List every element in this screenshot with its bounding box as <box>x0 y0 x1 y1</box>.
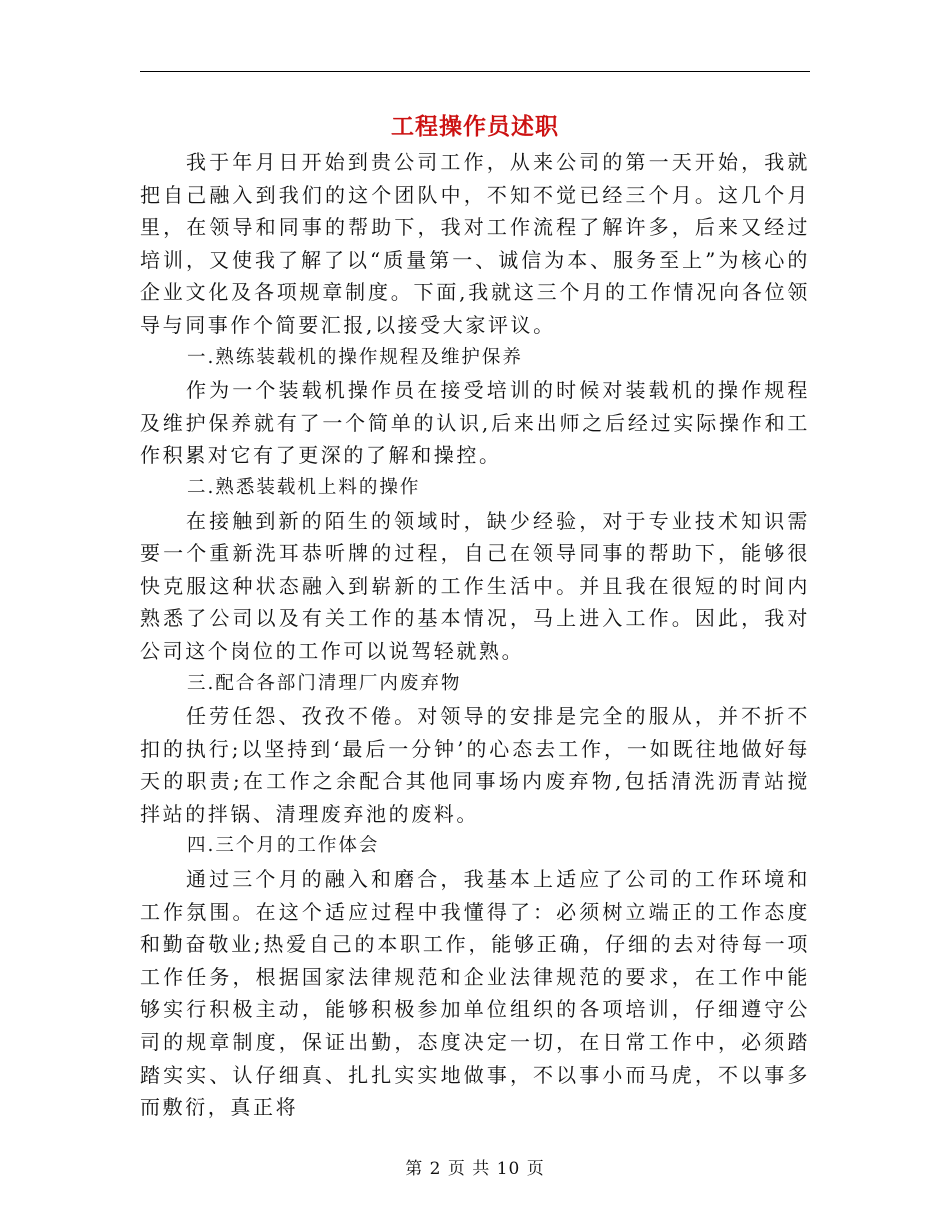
section-heading-3: 三.配合各部门清理厂内废弃物 <box>187 672 462 694</box>
paragraph-intro: 我于年月日开始到贵公司工作，从来公司的第一天开始，我就把自己融入到我们的这个团队中，不知不觉已经三个月。这几个月里，在领导和同事的帮助下，我对工作流程了解许多，后来又经过培训，又使我了解了以“质量第一、诚信为本、服务至上”为核心的企业文化及各项规章制度。下面,我就这三个月的工作情况向各位领导与同事作个简要汇报,以接受大家评议。 <box>140 150 810 337</box>
section-heading-4: 四.三个月的工作体会 <box>187 835 380 857</box>
paragraph-section-4: 通过三个月的融入和磨合，我基本上适应了公司的工作环境和工作氛围。在这个适应过程中我懂得了：必须树立端正的工作态度和勤奋敬业;热爱自己的本职工作，能够正确，仔细的去对待每一项工作任务，根据国家法律规范和企业法律规范的要求，在工作中能够实行积极主动，能够积极参加单位组织的各项培训，仔细遵守公司的规章制度，保证出勤，态度决定一切，在日常工作中，必须踏踏实实、认仔细真、扎扎实实地做事，不以事小而马虎，不以事多而敷衍，真正将 <box>140 867 810 1120</box>
paragraph-section-3: 任劳任怨、孜孜不倦。对领导的安排是完全的服从，并不折不扣的执行;以坚持到‘最后一分钟’的心态去工作，一如既往地做好每天的职责;在工作之余配合其他同事场内废弃物,包括清洗沥青站搅拌站的拌锅、清理废弃池的废料。 <box>140 704 810 826</box>
section-heading-2: 二.熟悉装载机上料的操作 <box>187 476 421 498</box>
section-heading-1: 一.熟练装载机的操作规程及维护保养 <box>187 346 523 368</box>
header-rule <box>140 71 810 72</box>
page-number-footer: 第 2 页 共 10 页 <box>405 1159 545 1179</box>
document-title: 工程操作员述职 <box>391 113 559 140</box>
paragraph-section-1: 作为一个装载机操作员在接受培训的时候对装载机的操作规程及维护保养就有了一个简单的认识,后来出师之后经过实际操作和工作积累对它有了更深的了解和操控。 <box>140 378 810 468</box>
document-body <box>140 146 810 1124</box>
paragraph-section-2: 在接触到新的陌生的领域时，缺少经验，对于专业技术知识需要一个重新洗耳恭听牌的过程，自己在领导同事的帮助下，能够很快克服这种状态融入到崭新的工作生活中。并且我在很短的时间内熟悉了公司以及有关工作的基本情况，马上进入工作。因此，我对公司这个岗位的工作可以说驾轻就熟。 <box>140 508 810 663</box>
